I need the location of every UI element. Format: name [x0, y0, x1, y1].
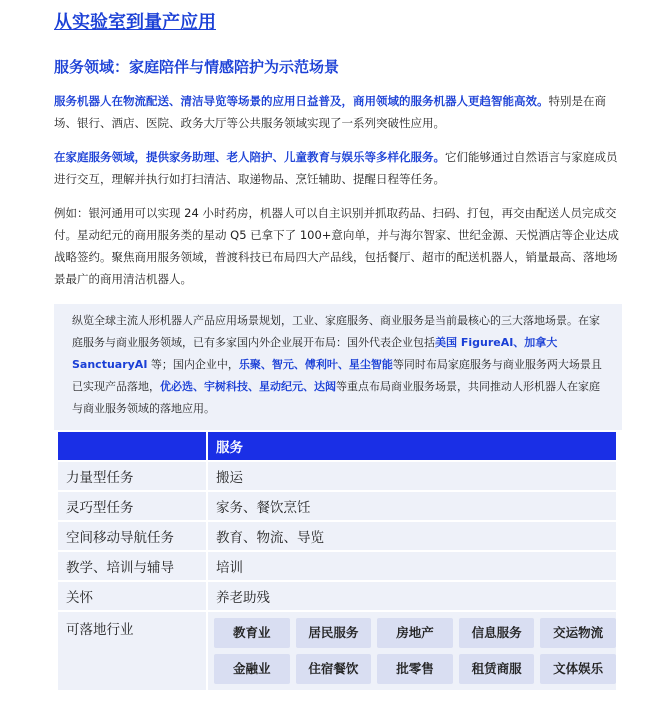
industry-tag: 居民服务	[296, 618, 372, 648]
summary-text-2: 等；国内企业中，	[147, 358, 239, 371]
summary-box	[54, 304, 622, 430]
paragraph-2	[54, 146, 622, 190]
industry-tag: 批零售	[377, 654, 453, 684]
industry-tag: 房地产	[377, 618, 453, 648]
industry-tag: 文体娱乐	[540, 654, 616, 684]
table-value-cell: 培训	[206, 552, 616, 582]
table-value-cell: 养老助残	[206, 582, 616, 612]
page-title: 从实验室到量产应用	[54, 12, 216, 33]
industry-tag: 金融业	[214, 654, 290, 684]
table-task-cell: 力量型任务	[58, 462, 206, 492]
industry-tag: 交运物流	[540, 618, 616, 648]
industry-tag: 信息服务	[459, 618, 535, 648]
table-header-task	[58, 432, 206, 462]
paragraph-1	[54, 90, 622, 134]
table-task-cell: 教学、培训与辅导	[58, 552, 206, 582]
article	[54, 10, 622, 430]
paragraph-2-highlight: 在家庭服务领域，提供家务助理、老人陪护、儿童教育与娱乐等多样化服务。	[54, 150, 445, 164]
summary-text-1: 纵览全球主流人形机器人产品应用场景规划，工业、家庭服务、商业服务是当前最核心的三大落地场景。在家庭服务与商业服务领域，已有多家国内外企业展开布局：国外代表企业包括	[72, 314, 600, 349]
table-value-cell: 教育、物流、导览	[206, 522, 616, 552]
table-task-cell: 灵巧型任务	[58, 492, 206, 522]
paragraph-1-text: 特别是在商场、银行、酒店、医院、政务大厅等公共服务领域实现了一系列突破性应用。	[54, 94, 606, 130]
table-value-cell: 搬运	[206, 462, 616, 492]
table-header-service: 服务	[206, 432, 616, 462]
table-row-industries	[58, 612, 616, 692]
table-row	[58, 462, 616, 492]
table-task-cell: 可落地行业	[58, 612, 206, 692]
table-header-row	[58, 432, 616, 462]
service-table	[58, 432, 616, 692]
summary-highlight-2: 乐聚、智元、傅利叶、星尘智能	[238, 358, 393, 371]
summary-highlight-1: 美国 FigureAI、加拿大 SanctuaryAI	[72, 336, 558, 371]
table-value-cell: 家务、餐饮烹饪	[206, 492, 616, 522]
summary-highlight-3: 优必选、宇树科技、星动纪元、达闼	[160, 380, 336, 393]
paragraph-3: 例如：银河通用可以实现 24 小时药房，机器人可以自主识别并抓取药品、扫码、打包，再交由配送人员完成交付。星动纪元的商用服务类的星动 Q5 已拿下了 100+意向单，并与海尔智家、世纪金源、天悦酒店等企业达成战略签约。聚焦商用服务领域，普渡科技已布局四大产品线，包括餐厅、超市的配送机器人，销量最高、落地场景最广的商用清洁机器人。	[54, 206, 619, 286]
table-row	[58, 582, 616, 612]
industry-tags-cell	[206, 612, 616, 692]
industry-tag: 教育业	[214, 618, 290, 648]
table-task-cell: 空间移动导航任务	[58, 522, 206, 552]
paragraph-1-highlight: 服务机器人在物流配送、清洁导览等场景的应用日益普及，商用领域的服务机器人更趋智能高效。	[54, 94, 549, 108]
industry-tag: 住宿餐饮	[296, 654, 372, 684]
table-row	[58, 492, 616, 522]
paragraph-2-text: 它们能够通过自然语言与家庭成员进行交互，理解并执行如打扫清洁、取递物品、烹饪辅助、提醒日程等任务。	[54, 150, 618, 186]
industry-tags	[214, 618, 616, 684]
table-row	[58, 552, 616, 582]
summary-text	[72, 310, 604, 420]
summary-text-4: 等重点布局商业服务场景，共同推动人形机器人在家庭与商业服务领域的落地应用。	[72, 380, 600, 415]
table-row	[58, 522, 616, 552]
summary-text-3: 等同时布局家庭服务与商业服务两大场景且已实现产品落地，	[72, 358, 602, 393]
industry-tag: 租赁商服	[459, 654, 535, 684]
section-subtitle: 服务领域：家庭陪伴与情感陪护为示范场景	[54, 58, 340, 76]
table-task-cell: 关怀	[58, 582, 206, 612]
